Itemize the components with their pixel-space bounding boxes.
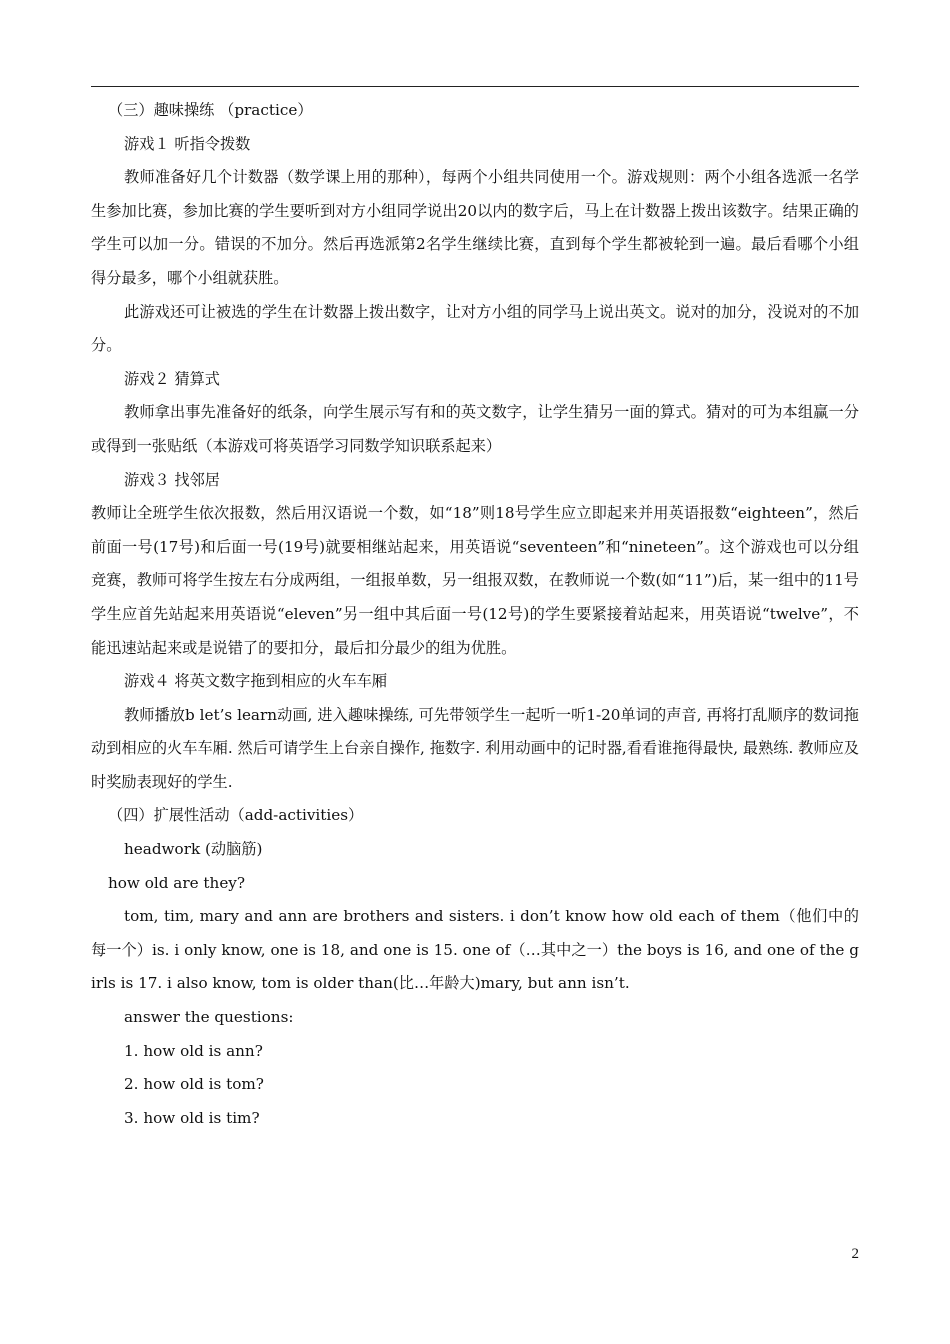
question-2: 2. how old is tom? (124, 1075, 264, 1094)
game1-rules: 教师准备好几个计数器（数学课上用的那种），每两个小组共同使用一个。游戏规则：两个小组各选派一名学生参加比赛，参加比赛的学生要听到对方小组同学说出20以内的数字后，马上在计数器上拨出该数字。结果正确的学生可以加一分。错误的不加分。然后再选派第2名学生继续比赛，直到每个学生都被轮到一遍。最后看哪个小组得分最多，哪个小组就获胜。 (91, 168, 859, 287)
game2-title: 游戏２ 猜算式 (124, 369, 220, 388)
section-heading-activities: （四）扩展性活动（add-activities） (108, 806, 364, 825)
game3-title: 游戏３ 找邻居 (124, 470, 220, 489)
game3-rules: 教师让全班学生依次报数，然后用汉语说一个数，如“18”则18号学生应立即起来并用英语报数“eighteen”，然后前面一号(17号)和后面一号(19号)就要相继站起来，用英语说“seventeen”和“nineteen”。这个游戏也可以分组竞赛，教师可将学生按左右分成两组，一组报单数，另一组报双数，在教师说一个数(如“11”)后，某一组中的11号学生应首先站起来用英语说“eleven”另一组中其后面一号(12号)的学生要紧接着站起来，用英语说“twelve”，不能迅速站起来或是说错了的要扣分，最后扣分最少的组为优胜。 (91, 504, 859, 657)
header-rule (91, 86, 859, 87)
question-1: 1. how old is ann? (124, 1041, 263, 1060)
game2-rules: 教师拿出事先准备好的纸条，向学生展示写有和的英文数字，让学生猜另一面的算式。猜对的可为本组赢一分或得到一张贴纸（本游戏可将英语学习同数学知识联系起来） (91, 403, 859, 455)
game4-title: 游戏４ 将英文数字拖到相应的火车车厢 (124, 672, 388, 691)
question-3: 3. how old is tim? (124, 1108, 260, 1127)
headwork-title: headwork (动脑筋) (124, 840, 263, 859)
section-heading-practice: （三）趣味操练 （practice） (108, 101, 313, 119)
answer-prompt: answer the questions: (124, 1008, 294, 1027)
puzzle-text: tom, tim, mary and ann are brothers and sisters. i don’t know how old each of them（他们中的每一个）is. i only know, one is 18, and one is 15. one of（…其中之一）the boys is 16, and one of the girls is 17. i also know, tom is older than(比…年龄大)mary, but ann isn’t. (91, 907, 859, 993)
page-number: 2 (851, 1246, 859, 1262)
game4-rules: 教师播放b let’s learn动画, 进入趣味操练, 可先带领学生一起听一听1-20单词的声音, 再将打乱顺序的数词拖动到相应的火车车厢. 然后可请学生上台亲自操作, 拖数字. 利用动画中的记时器,看看谁拖得最快, 最熟练. 教师应及时奖励表现好的学生. (91, 705, 859, 791)
document-body (91, 94, 859, 1135)
puzzle-question: how old are they? (108, 873, 246, 892)
game1-variant: 此游戏还可让被选的学生在计数器上拨出数字，让对方小组的同学马上说出英文。说对的加分，没说对的不加分。 (91, 302, 859, 355)
game1-title: 游戏１ 听指令拨数 (124, 134, 251, 153)
